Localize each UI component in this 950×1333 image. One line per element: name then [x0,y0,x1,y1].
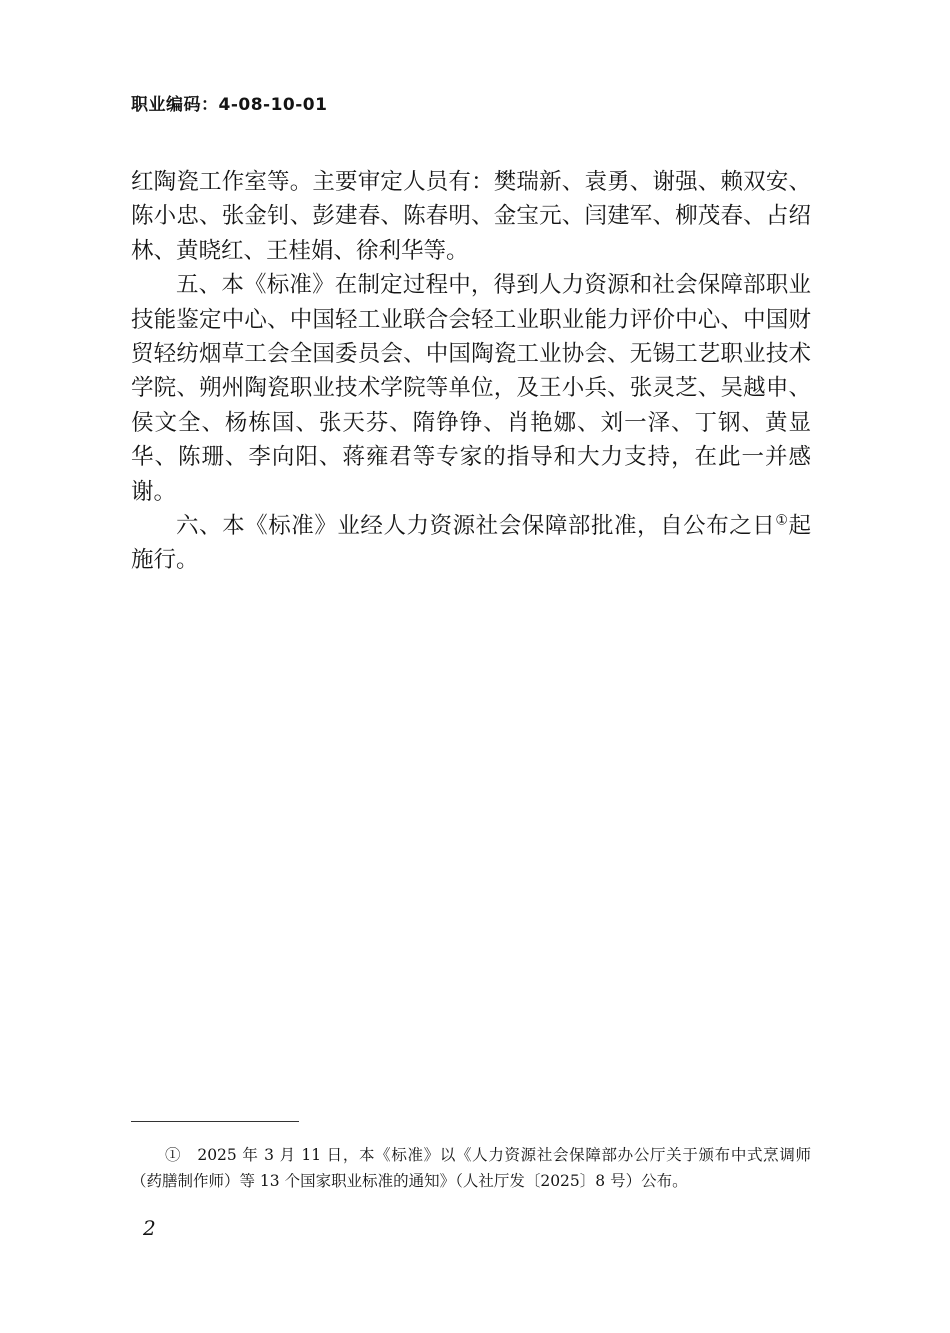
paragraph-effective-date [131,509,811,578]
footnote-text: ① 2025 年 3 月 11 日，本《标准》以《人力资源社会保障部办公厅关于颁布中式烹调师（药膳制作师）等 13 个国家职业标准的通知》（人社厅发〔2025〕8 号）公布。 [131,1146,811,1190]
footnote-reference-mark[interactable]: ① [775,512,789,529]
paragraph-acknowledgements: 五、本《标准》在制定过程中，得到人力资源和社会保障部职业技能鉴定中心、中国轻工业联合会轻工业职业能力评价中心、中国财贸轻纺烟草工会全国委员会、中国陶瓷工业协会、无锡工艺职业技术学院、朔州陶瓷职业技术学院等单位，及王小兵、张灵芝、吴越申、侯文全、杨栋国、张天芬、隋铮铮、肖艳娜、刘一泽、丁钢、黄显华、陈珊、李向阳、蒋雍君等专家的指导和大力支持，在此一并感谢。 [131,272,811,505]
footnote-divider [131,1121,299,1122]
page-number: 2 [143,1216,156,1240]
occupation-code-header: 职业编码：4-08-10-01 [131,95,328,115]
effective-date-text: 六、本《标准》业经人力资源社会保障部批准，自公布之日 [176,513,776,540]
paragraph-reviewers: 红陶瓷工作室等。主要审定人员有：樊瑞新、袁勇、谢强、赖双安、陈小忠、张金钊、彭建春、陈春明、金宝元、闫建军、柳茂春、占绍林、黄晓红、王桂娟、徐利华等。 [131,169,811,264]
effective-date-text-end: 起施行。 [131,513,811,574]
main-body-text [131,165,811,578]
